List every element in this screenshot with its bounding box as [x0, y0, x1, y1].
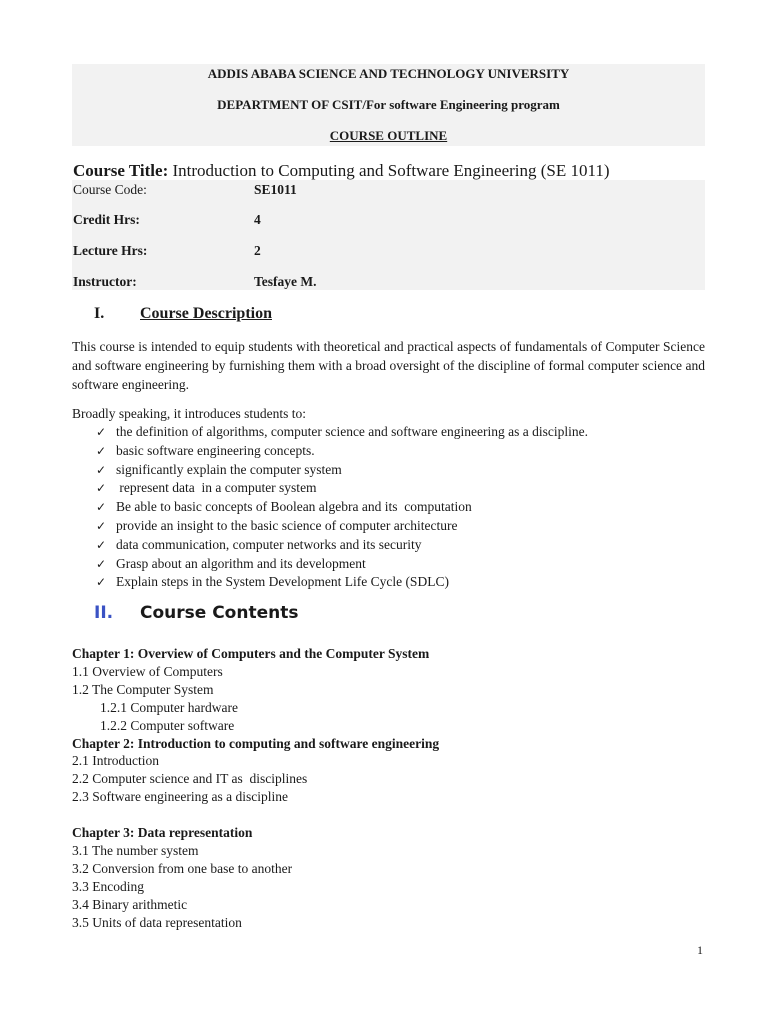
info-key: Credit Hrs:: [73, 212, 140, 227]
course-info-table: [72, 180, 705, 290]
list-item: 2.2 Computer science and IT as disciplines: [72, 771, 308, 787]
intro-text: Broadly speaking, it introduces students to:: [72, 406, 306, 421]
info-value: 2: [254, 243, 261, 258]
list-item: ✓ data communication, computer networks and its security: [96, 536, 588, 555]
list-item: 3.5 Units of data representation: [72, 914, 242, 930]
info-key: Course Code:: [73, 182, 147, 197]
section-title: Course Description: [140, 305, 272, 322]
section-course-description-heading: [94, 305, 272, 323]
info-key: Lecture Hrs:: [73, 243, 148, 258]
info-value: 4: [254, 212, 261, 227]
course-title-label: Course Title:: [73, 161, 169, 180]
list-item: ✓ Grasp about an algorithm and its development: [96, 555, 588, 574]
list-item: 1.2.1 Computer hardware: [100, 699, 238, 715]
info-row-course-code: [72, 180, 705, 202]
chapter-heading: Chapter 3: Data representation: [72, 825, 253, 841]
course-title-value: Introduction to Computing and Software Engineering (SE 1011): [168, 161, 610, 180]
info-value: Tesfaye M.: [254, 274, 317, 289]
checkmark-icon: ✓: [96, 518, 107, 533]
list-item: 3.2 Conversion from one base to another: [72, 860, 293, 876]
university-name: ADDIS ABABA SCIENCE AND TECHNOLOGY UNIVERSITY: [207, 66, 570, 81]
checkmark-icon: ✓: [96, 443, 107, 458]
list-item: ✓ provide an insight to the basic science of computer architecture: [96, 517, 588, 536]
list-item: ✓ basic software engineering concepts.: [96, 442, 588, 461]
checkmark-icon: ✓: [96, 556, 107, 571]
section-number: I.: [94, 305, 105, 322]
checkmark-icon: ✓: [96, 537, 107, 552]
list-item: 2.3 Software engineering as a discipline: [72, 789, 288, 805]
info-row-instructor: [72, 272, 705, 294]
course-title: [73, 161, 610, 181]
course-description-paragraph: This course is intended to equip students with theoretical and practical aspects of fundamentals of Computer Science and software engineering by furnishing them with a broad oversight of the discipline of formal computer science and software engineering.: [72, 339, 705, 392]
list-item: 3.3 Encoding: [72, 878, 144, 894]
list-item: ✓ Be able to basic concepts of Boolean algebra and its computation: [96, 498, 588, 517]
list-item: 3.1 The number system: [72, 842, 199, 858]
checkmark-icon: ✓: [96, 575, 107, 590]
info-value: SE1011: [254, 182, 297, 197]
list-item: ✓ the definition of algorithms, computer science and software engineering as a discipline.: [96, 423, 588, 442]
list-item: 1.1 Overview of Computers: [72, 663, 223, 679]
list-item: 1.2 The Computer System: [72, 681, 214, 697]
page-number: 1: [697, 943, 703, 957]
department-name: DEPARTMENT OF CSIT/For software Engineering program: [217, 97, 560, 112]
info-row-lecture-hrs: [72, 241, 705, 263]
section-title: Course Contents: [140, 603, 299, 623]
list-item: 2.1 Introduction: [72, 753, 159, 769]
list-item: 1.2.2 Computer software: [100, 717, 235, 733]
checkmark-icon: ✓: [96, 425, 107, 439]
document-header: [72, 64, 705, 146]
chapter-heading: Chapter 1: Overview of Computers and the Computer System: [72, 646, 430, 661]
section-course-contents-heading: [94, 603, 298, 623]
info-row-credit-hrs: [72, 210, 705, 232]
checkmark-icon: ✓: [96, 481, 107, 496]
checkmark-icon: ✓: [96, 500, 107, 515]
spacer: [72, 806, 439, 824]
course-outline-heading: COURSE OUTLINE: [329, 128, 448, 143]
info-key: Instructor:: [73, 274, 137, 289]
list-item: ✓ represent data in a computer system: [96, 479, 588, 498]
list-item: 3.4 Binary arithmetic: [72, 896, 188, 912]
checkmark-icon: ✓: [96, 462, 107, 477]
course-contents-list: [72, 645, 439, 931]
objectives-list: [96, 423, 588, 592]
section-number: II.: [94, 603, 114, 623]
list-item: ✓ Explain steps in the System Development Life Cycle (SDLC): [96, 573, 588, 592]
list-item: ✓ significantly explain the computer system: [96, 461, 588, 480]
chapter-heading: Chapter 2: Introduction to computing and software engineering: [72, 735, 440, 751]
